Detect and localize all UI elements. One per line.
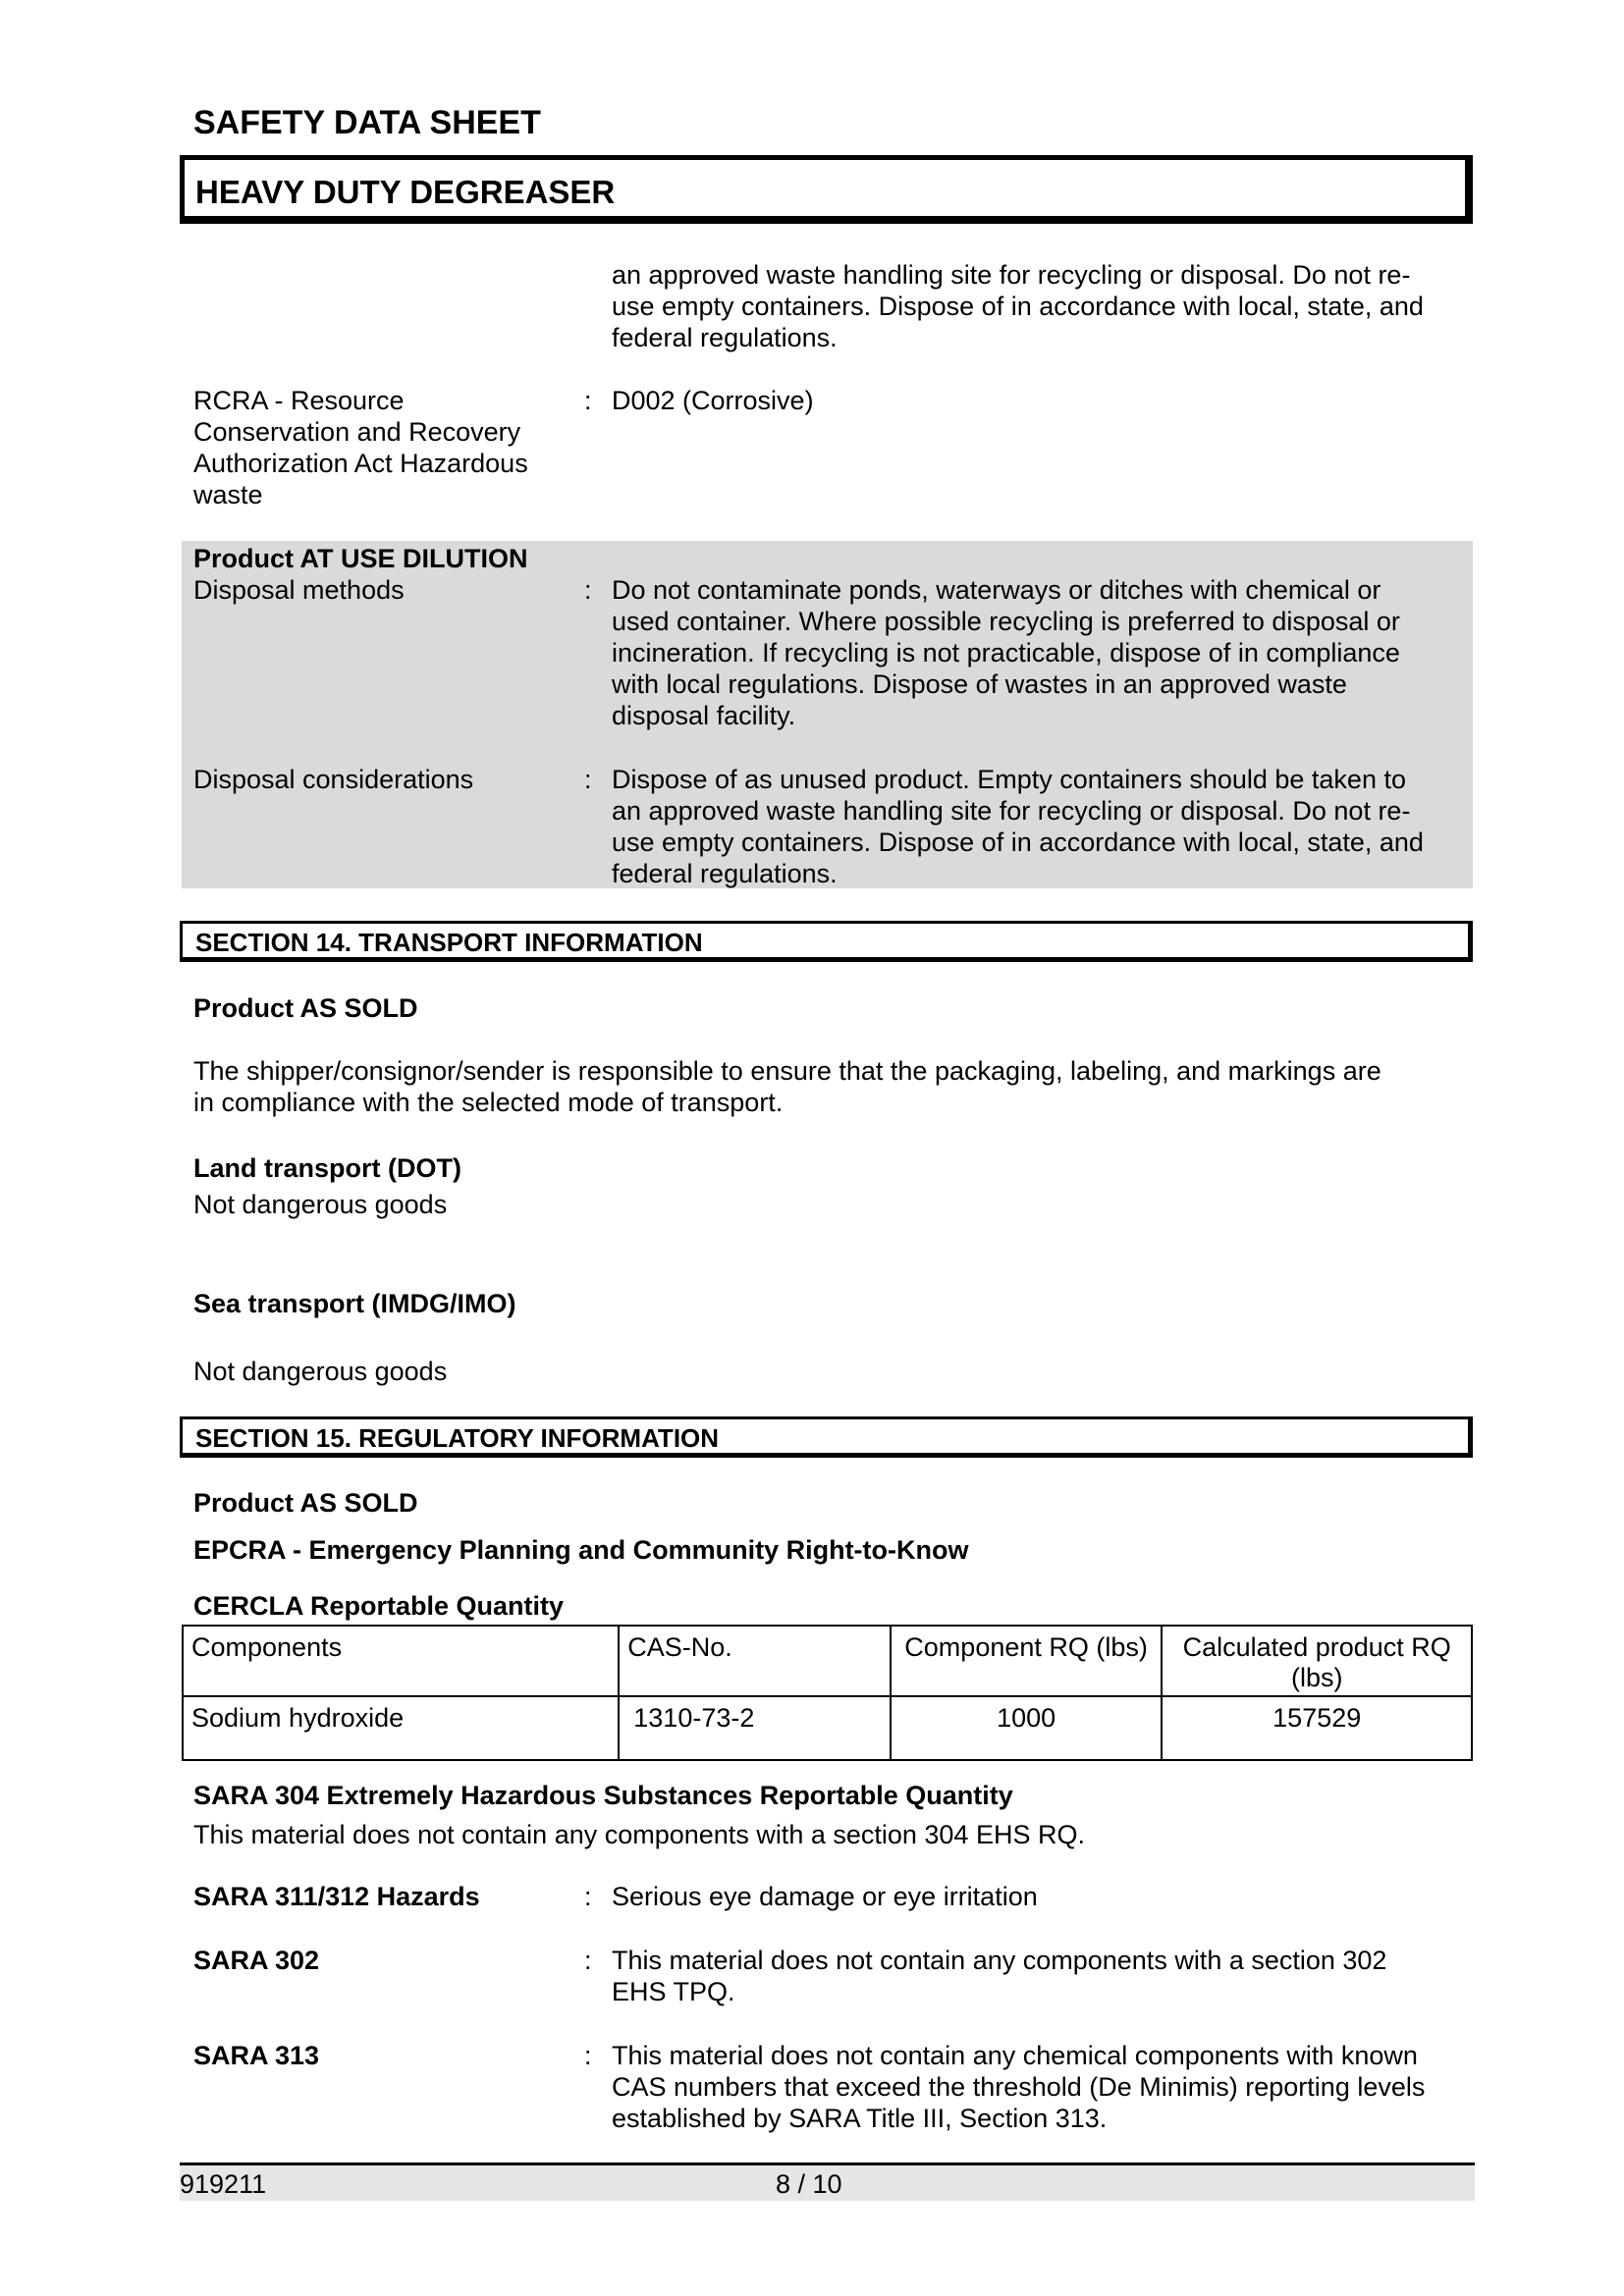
table-cell: 1000 <box>891 1696 1163 1760</box>
rcra-value: D002 (Corrosive) <box>612 386 814 415</box>
sara302-colon: : <box>584 1946 592 1975</box>
table-header-cell: CAS-No. <box>619 1626 891 1696</box>
document-title: SAFETY DATA SHEET <box>193 104 541 141</box>
disposal-methods-label: Disposal methods <box>193 575 405 605</box>
sara304-text: This material does not contain any components with a section 304 EHS RQ. <box>193 1820 1085 1849</box>
product-name-box <box>180 155 1473 224</box>
disposal-methods-colon: : <box>584 575 592 605</box>
rcra-label: RCRA - Resource Conservation and Recovery Authorization Act Hazardous waste <box>193 386 528 509</box>
land-transport-heading: Land transport (DOT) <box>193 1153 461 1183</box>
table-cell: Sodium hydroxide <box>183 1696 619 1760</box>
s15-product-as-sold: Product AS SOLD <box>193 1488 418 1518</box>
table-cell: 1310-73-2 <box>619 1696 891 1760</box>
sara302-value: This material does not contain any components with a section 302 EHS TPQ. <box>612 1946 1387 2006</box>
sara313-colon: : <box>584 2041 592 2070</box>
table-cell: 157529 <box>1162 1696 1472 1760</box>
section-15-title: SECTION 15. REGULATORY INFORMATION <box>195 1423 720 1453</box>
disposal-continued-text: an approved waste handling site for recycling or disposal. Do not re- use empty containers. Dispose of in accordance with local, state, and federal regulations. <box>612 260 1424 352</box>
table-row <box>183 1696 1472 1760</box>
sara313-label: SARA 313 <box>193 2041 320 2070</box>
footer-page-number: 8 / 10 <box>776 2169 842 2199</box>
disposal-considerations-colon: : <box>584 765 592 794</box>
sara311-value: Serious eye damage or eye irritation <box>612 1882 1038 1911</box>
s14-product-as-sold: Product AS SOLD <box>193 993 418 1023</box>
section-15-header <box>180 1416 1473 1458</box>
disposal-considerations-value: Dispose of as unused product. Empty containers should be taken to an approved waste handling site for recycling or disposal. Do not re- use empty containers. Dispose of in accordance with local, state, and federal regulations. <box>612 765 1424 888</box>
table-header-cell: Components <box>183 1626 619 1696</box>
table-header-row <box>183 1626 1472 1696</box>
table-header-cell: Component RQ (lbs) <box>891 1626 1163 1696</box>
s14-intro: The shipper/consignor/sender is responsible to ensure that the packaging, labeling, and markings are in compliance with the selected mode of transport. <box>193 1056 1381 1117</box>
sara311-colon: : <box>584 1882 592 1911</box>
cercla-table <box>182 1625 1473 1761</box>
sea-transport-heading: Sea transport (IMDG/IMO) <box>193 1289 516 1318</box>
cercla-heading: CERCLA Reportable Quantity <box>193 1591 565 1621</box>
sara304-heading: SARA 304 Extremely Hazardous Substances Reportable Quantity <box>193 1781 1013 1810</box>
sea-transport-value: Not dangerous goods <box>193 1357 448 1386</box>
table-header-cell: Calculated product RQ (lbs) <box>1162 1626 1472 1696</box>
footer-doc-id: 919211 <box>180 2169 267 2199</box>
footer-divider <box>180 2163 1475 2165</box>
sara311-label: SARA 311/312 Hazards <box>193 1882 480 1911</box>
disposal-considerations-label: Disposal considerations <box>193 765 474 794</box>
product-name: HEAVY DUTY DEGREASER <box>195 174 616 210</box>
epcra-heading: EPCRA - Emergency Planning and Community Right-to-Know <box>193 1535 969 1565</box>
land-transport-value: Not dangerous goods <box>193 1190 448 1219</box>
dilution-heading: Product AT USE DILUTION <box>193 544 528 573</box>
section-14-header <box>180 921 1473 962</box>
sara302-label: SARA 302 <box>193 1946 320 1975</box>
disposal-methods-value: Do not contaminate ponds, waterways or ditches with chemical or used container. Where possible recycling is preferred to disposal or incineration. If recycling is not practicable, dispose of in compliance with local regulations. Dispose of wastes in an approved waste disposal facility. <box>612 575 1400 730</box>
sara313-value: This material does not contain any chemical components with known CAS numbers that exceed the threshold (De Minimis) reporting levels established by SARA Title III, Section 313. <box>612 2041 1426 2133</box>
section-14-title: SECTION 14. TRANSPORT INFORMATION <box>195 928 703 957</box>
rcra-colon: : <box>584 386 592 415</box>
